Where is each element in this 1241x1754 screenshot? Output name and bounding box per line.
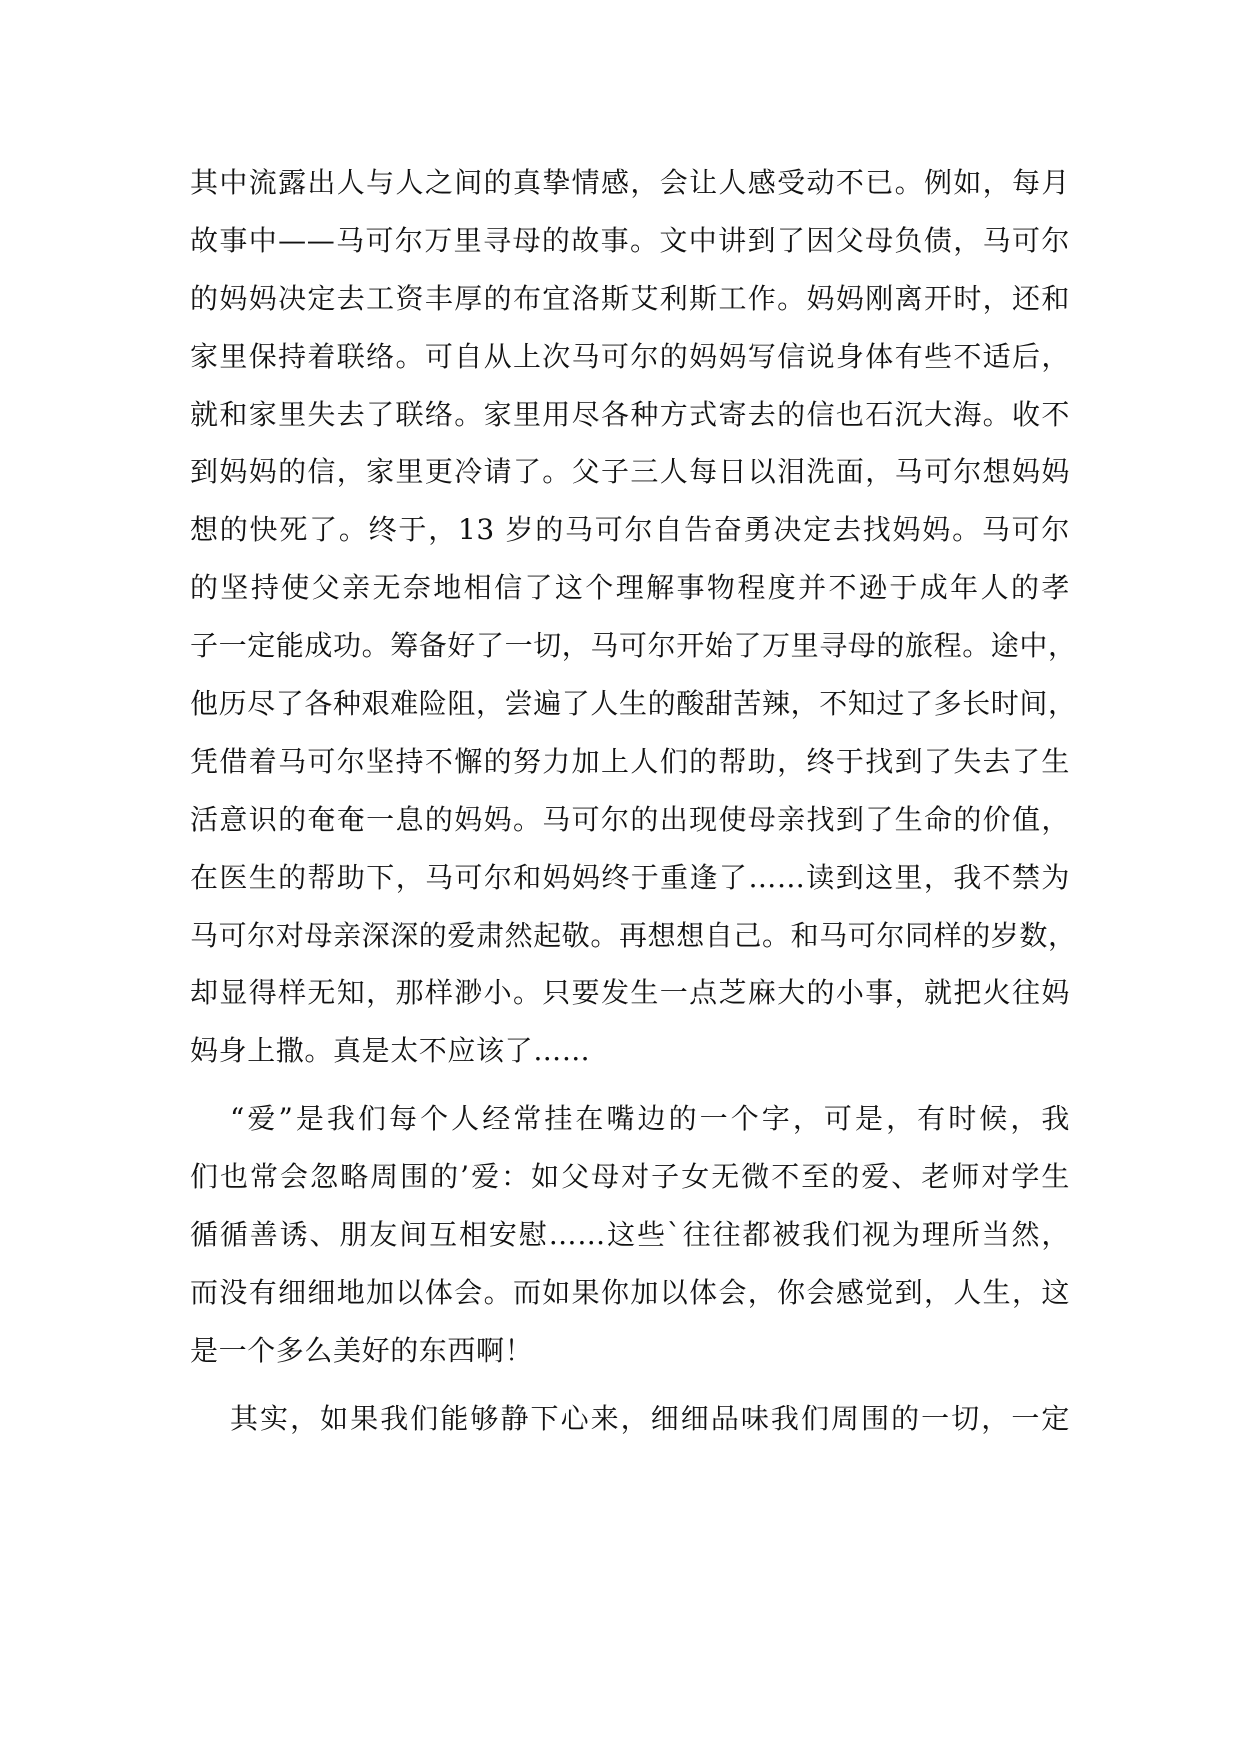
text-line: “爱”是我们每个人经常挂在嘴边的一个字，可是，有时候，我: [230, 1102, 1070, 1136]
text-line: 循循善诱、朋友间互相安慰……这些`往往都被我们视为理所当然，: [190, 1218, 1070, 1252]
text-line: 的坚持使父亲无奈地相信了这个理解事物程度并不逊于成年人的孝: [190, 571, 1070, 605]
text-line: 马可尔对母亲深深的爱肃然起敬。再想想自己。和马可尔同样的岁数，: [190, 918, 1077, 952]
text-line: 的妈妈决定去工资丰厚的布宜洛斯艾利斯工作。妈妈刚离开时，还和: [190, 281, 1070, 315]
text-line: 他历尽了各种艰难险阻，尝遍了人生的酸甜苦辣，不知过了多长时间，: [190, 687, 1077, 721]
paragraph-3: [190, 1390, 1070, 1448]
text-line: 在医生的帮助下，马可尔和妈妈终于重逢了……读到这里，我不禁为: [190, 860, 1070, 894]
paragraph-1: [190, 154, 1077, 1080]
text-line: 其中流露出人与人之间的真挚情感，会让人感受动不已。例如，每月: [190, 166, 1070, 199]
text-line: 故事中——马可尔万里寻母的故事。文中讲到了因父母负债，马可尔: [190, 223, 1070, 257]
text-line: 就和家里失去了联络。家里用尽各种方式寄去的信也石沉大海。收不: [190, 397, 1070, 431]
text-line: 其实，如果我们能够静下心来，细细品味我们周围的一切，一定: [230, 1401, 1070, 1435]
text-line: 们也常会忽略周围的’爱：如父母对子女无微不至的爱、老师对学生: [190, 1160, 1070, 1194]
text-line: 妈身上撒。真是太不应该了……: [190, 1034, 591, 1068]
text-line: 活意识的奄奄一息的妈妈。马可尔的出现使母亲找到了生命的价值，: [190, 802, 1070, 836]
text-line: 而没有细细地加以体会。而如果你加以体会，你会感觉到，人生，这: [190, 1275, 1070, 1309]
text-line: 子一定能成功。筹备好了一切，马可尔开始了万里寻母的旅程。途中，: [190, 629, 1077, 663]
text-line: 是一个多么美好的东西啊！: [190, 1333, 534, 1367]
text-line: 凭借着马可尔坚持不懈的努力加上人们的帮助，终于找到了失去了生: [190, 744, 1070, 778]
paragraph-2: [190, 1090, 1070, 1379]
text-line: 到妈妈的信，家里更冷请了。父子三人每日以泪洗面，马可尔想妈妈: [190, 455, 1070, 489]
text-line: 想的快死了。终于，13 岁的马可尔自告奋勇决定去找妈妈。马可尔: [190, 513, 1070, 547]
body-text: [190, 154, 1077, 1448]
text-line: 家里保持着联络。可自从上次马可尔的妈妈写信说身体有些不适后，: [190, 339, 1070, 373]
text-line: 却显得样无知，那样渺小。只要发生一点芝麻大的小事，就把火往妈: [190, 976, 1070, 1010]
